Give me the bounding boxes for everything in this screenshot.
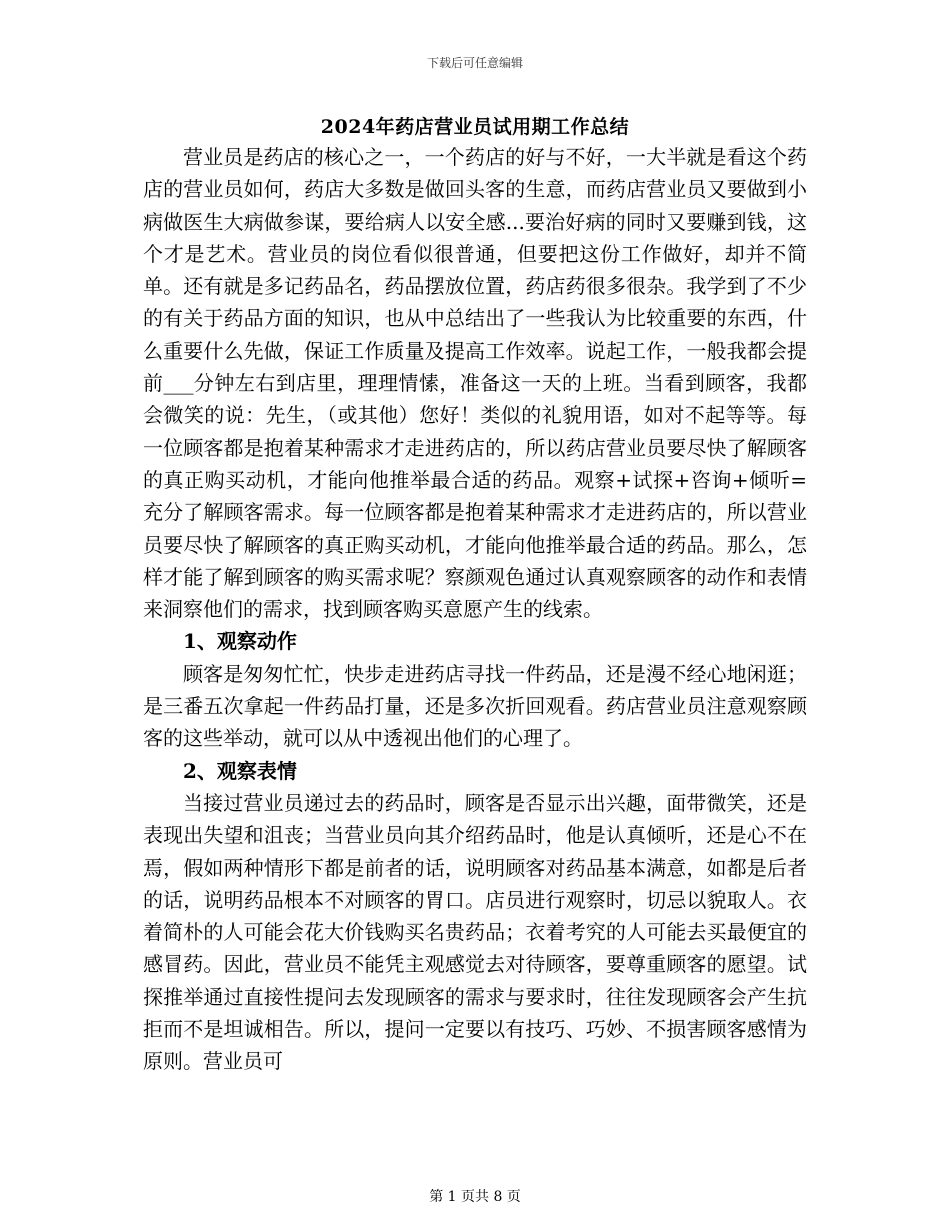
paragraph-observe-actions: 顾客是匆匆忙忙，快步走进药店寻找一件药品，还是漫不经心地闲逛；是三番五次拿起一件药品打量，还是多次折回观看。药店营业员注意观察顾客的这些举动，就可以从中透视出他们的心理了。 — [143, 661, 807, 751]
document-title: 2024年药店营业员试用期工作总结 — [320, 116, 630, 138]
paragraph-observe-expressions: 当接过营业员递过去的药品时，顾客是否显示出兴趣，面带微笑，还是表现出失望和沮丧；当营业员向其介绍药品时，他是认真倾听，还是心不在焉，假如两种情形下都是前者的话，说明顾客对药品基本满意，如都是后者的话，说明药品根本不对顾客的胃口。店员进行观察时，切忌以貌取人。衣着简朴的人可能会花大价钱购买名贵药品；衣着考究的人可能去买最便宜的感冒药。因此，营业员不能凭主观感觉去对待顾客，要尊重顾客的愿望。试探推举通过直接性提问去发现顾客的需求与要求时，往往发现顾客会产生抗拒而不是坦诚相告。所以，提问一定要以有技巧、巧妙、不损害顾客感情为原则。营业员可 — [143, 790, 807, 1074]
section-heading-observe-expressions: 2、观察表情 — [183, 758, 297, 783]
header-note: 下载后可任意编辑 — [426, 56, 523, 70]
paragraph-intro: 营业员是药店的核心之一，一个药店的好与不好，一大半就是看这个药店的营业员如何，药店大多数是做回头客的生意，而药店营业员又要做到小病做医生大病做参谋，要给病人以安全感...要治好病的同时又要赚到钱，这个才是艺术。营业员的岗位看似很普通，但要把这份工作做好，却并不简单。还有就是多记药品名，药品摆放位置，药店药很多很杂。我学到了不少的有关于药品方面的知识，也从中总结出了一些我认为比较重要的东西，什么重要什么先做，保证工作质量及提高工作效率。说起工作，一般我都会提前___分钟左右到店里，理理情愫，准备这一天的上班。当看到顾客，我都会微笑的说：先生，（或其他）您好！类似的礼貌用语，如对不起等等。每一位顾客都是抱着某种需求才走进药店的，所以药店营业员要尽快了解顾客的真正购买动机，才能向他推举最合适的药品。观察+试探+咨询+倾听=充分了解顾客需求。每一位顾客都是抱着某种需求才走进药店的，所以营业员要尽快了解顾客的真正购买动机，才能向他推举最合适的药品。那么，怎样才能了解到顾客的购买需求呢？察颜观色通过认真观察顾客的动作和表情来洞察他们的需求，找到顾客购买意愿产生的线索。 — [143, 145, 807, 622]
document-body — [143, 141, 807, 1078]
section-heading-observe-actions: 1、观察动作 — [183, 629, 297, 654]
page-footer: 第 1 页共 8 页 — [429, 1189, 521, 1205]
